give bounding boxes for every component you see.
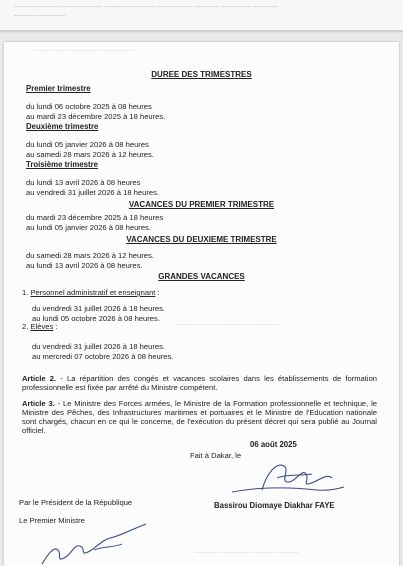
president-signature bbox=[222, 452, 352, 502]
item-suffix: : bbox=[155, 288, 160, 297]
trimester-heading-2: Deuxième trimestre bbox=[26, 122, 99, 131]
trimester-1-end: au mardi 23 décembre 2025 à 18 heures. bbox=[26, 112, 166, 121]
article-2-text: - La répartition des congés et vacances scolaires dans les établissements de formation professionnelle est fixée par arrêté du Ministre compétent. bbox=[22, 374, 378, 392]
bleed-through-text: ───── ─── ────── ────── bbox=[174, 322, 280, 329]
grandes-vacances-title: GRANDES VACANCES bbox=[158, 272, 245, 281]
bleed-through-text: ──── ───── ──────── ─── ─────── ─────── ───── ────── ───── bbox=[14, 4, 278, 11]
trimester-1-start: du lundi 06 octobre 2025 à 08 heures bbox=[26, 102, 152, 111]
grandes-item-1-start: du vendredi 31 juillet 2026 à 18 heures. bbox=[32, 304, 165, 313]
article-2-label: Article 2. bbox=[22, 374, 57, 383]
vacances-2-start: du samedi 28 mars 2026 à 12 heures. bbox=[26, 251, 154, 260]
trimester-2-start: du lundi 05 janvier 2026 à 08 heures bbox=[26, 140, 149, 149]
trimester-heading-3: Troisième trimestre bbox=[26, 160, 98, 169]
grandes-item-2 bbox=[22, 322, 58, 331]
vacances-1-start: du mardi 23 décembre 2025 à 18 heures bbox=[26, 213, 164, 222]
article-3 bbox=[22, 399, 377, 435]
article-2 bbox=[22, 374, 377, 392]
prime-minister-signature bbox=[34, 520, 154, 566]
bleed-through-text: ─── ─── ────── ─────── bbox=[34, 48, 135, 55]
vacances-1-end: au lundi 05 janvier 2026 à 08 heures. bbox=[26, 223, 151, 232]
trimester-heading-1: Premier trimestre bbox=[26, 84, 91, 93]
signatory-name: Bassirou Diomaye Diakhar FAYE bbox=[214, 501, 335, 510]
fait-a-dakar: Fait à Dakar, le bbox=[190, 451, 242, 460]
vacances-1-title: VACANCES DU PREMIER TRIMESTRE bbox=[128, 200, 275, 209]
page-title: DUREE DES TRIMESTRES bbox=[151, 70, 252, 79]
trimester-2-end: au samedi 28 mars 2026 à 12 heures. bbox=[26, 150, 154, 159]
grandes-item-1 bbox=[22, 288, 160, 297]
trimester-3-end: au vendredi 31 juillet 2026 à 18 heures. bbox=[26, 188, 159, 197]
item-number: 1. bbox=[22, 288, 29, 297]
grandes-item-2-start: du vendredi 31 juillet 2026 à 18 heures. bbox=[32, 342, 165, 351]
signature-date: 06 août 2025 bbox=[250, 440, 297, 449]
grandes-item-2-end: au mercredi 07 octobre 2026 à 08 heures. bbox=[32, 352, 174, 361]
item-label: Elèves bbox=[30, 322, 54, 331]
bleed-through-text: ──── ────── bbox=[14, 13, 66, 20]
item-number: 2. bbox=[22, 322, 29, 331]
item-label: Personnel administratif et enseignant bbox=[30, 288, 156, 297]
bleed-through-text: ───── ────── ──── ───── bbox=[194, 550, 300, 557]
vacances-2-title: VACANCES DU DEUXIEME TRIMESTRE bbox=[126, 235, 277, 244]
grandes-item-1-end: au lundi 05 octobre 2026 à 08 heures. bbox=[32, 314, 160, 323]
trimester-3-start: du lundi 13 avril 2026 à 08 heures bbox=[26, 178, 141, 187]
premier-ministre-label: Le Premier Ministre bbox=[19, 516, 85, 525]
item-suffix: : bbox=[53, 322, 58, 331]
article-3-label: Article 3. bbox=[22, 399, 55, 408]
previous-page-strip bbox=[0, 0, 403, 31]
vacances-2-end: au lundi 13 avril 2026 à 08 heures. bbox=[26, 261, 143, 270]
article-3-text: - Le Ministre des Forces armées, le Ministre de la Formation professionnelle et technique, le Ministre des Pêches, des Infrastructures maritimes et portuaires et le Ministre de l'Education nationale sont chargés, chacun en ce qui le concerne, de l'exécution du présent décret qui sera publié au Journal officiel. bbox=[22, 399, 377, 435]
par-le-president: Par le Président de la République bbox=[19, 498, 133, 507]
document-page bbox=[4, 42, 399, 566]
